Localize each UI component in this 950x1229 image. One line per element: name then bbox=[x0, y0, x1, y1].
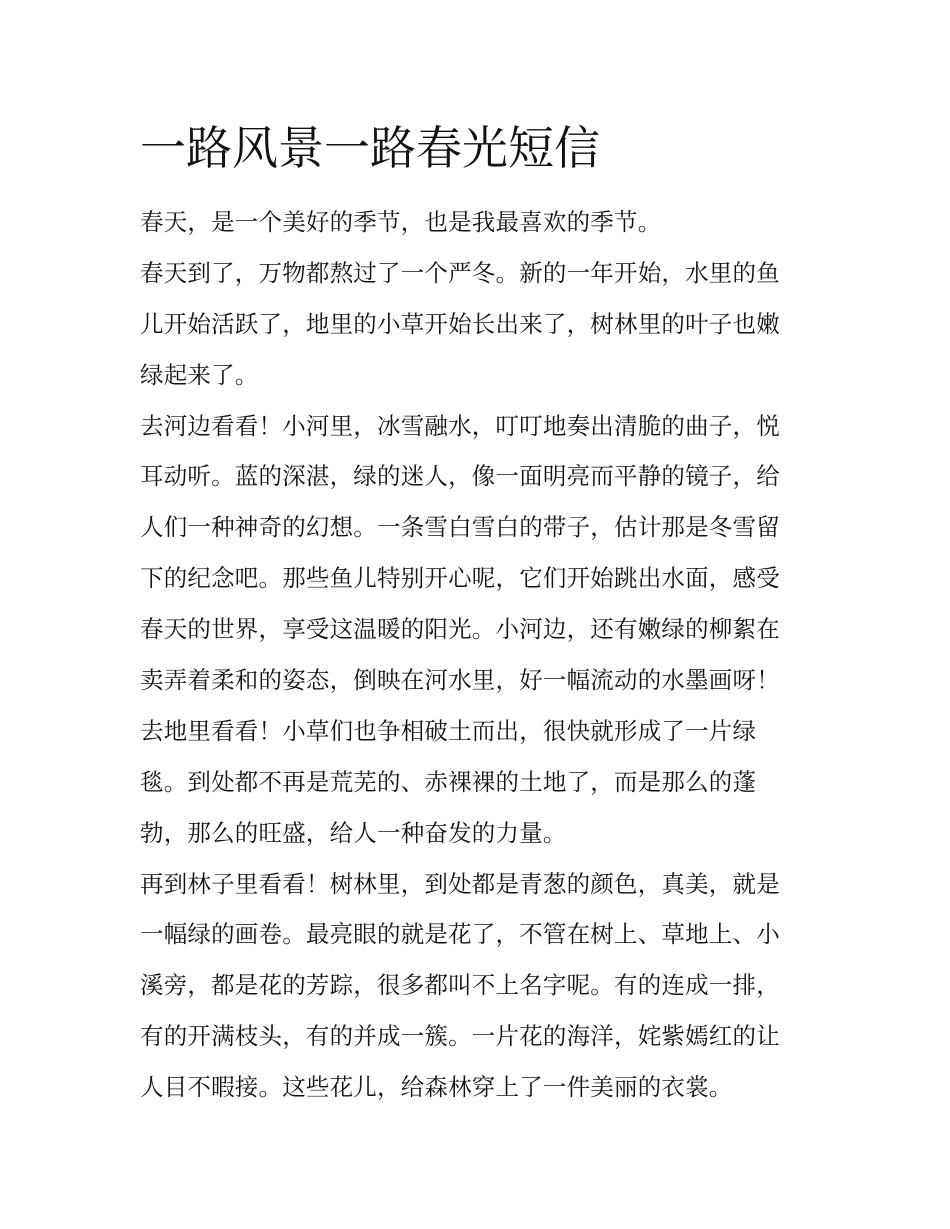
body-line: 去河边看看！小河里，冰雪融水，叮叮地奏出清脆的曲子，悦 bbox=[140, 411, 780, 440]
body-line: 去地里看看！小草们也争相破土而出，很快就形成了一片绿 bbox=[140, 716, 757, 745]
document-body bbox=[140, 197, 820, 1113]
body-line: 毯。到处都不再是荒芜的、赤裸裸的土地了，而是那么的蓬 bbox=[140, 767, 757, 796]
body-line: 溪旁，都是花的芳踪，很多都叫不上名字呢。有的连成一排， bbox=[140, 971, 780, 1000]
body-line: 绿起来了。 bbox=[140, 360, 259, 389]
body-line: 人们一种神奇的幻想。一条雪白雪白的带子，估计那是冬雪留 bbox=[140, 513, 780, 542]
body-line: 春天的世界，享受这温暖的阳光。小河边，还有嫩绿的柳絮在 bbox=[140, 615, 780, 644]
body-line: 下的纪念吧。那些鱼儿特别开心呢，它们开始跳出水面，感受 bbox=[140, 564, 780, 593]
body-line: 儿开始活跃了，地里的小草开始长出来了，树林里的叶子也嫩 bbox=[140, 309, 780, 338]
body-line: 人目不暇接。这些花儿，给森林穿上了一件美丽的衣裳。 bbox=[140, 1073, 733, 1102]
body-line: 春天，是一个美好的季节，也是我最喜欢的季节。 bbox=[140, 208, 662, 236]
body-line: 卖弄着柔和的姿态，倒映在河水里，好一幅流动的水墨画呀！ bbox=[140, 666, 780, 695]
body-line: 有的开满枝头，有的并成一簇。一片花的海洋，姹紫嫣红的让 bbox=[140, 1022, 780, 1051]
document-title: 一路风景一路春光短信 bbox=[140, 121, 600, 175]
body-line: 一幅绿的画卷。最亮眼的就是花了，不管在树上、草地上、小 bbox=[140, 920, 780, 949]
body-line: 再到林子里看看！树林里，到处都是青葱的颜色，真美，就是 bbox=[140, 869, 780, 898]
body-line: 勃，那么的旺盛，给人一种奋发的力量。 bbox=[140, 818, 567, 847]
body-line: 耳动听。蓝的深湛，绿的迷人，像一面明亮而平静的镜子，给 bbox=[140, 462, 780, 491]
body-line: 春天到了，万物都熬过了一个严冬。新的一年开始，水里的鱼 bbox=[140, 258, 780, 287]
